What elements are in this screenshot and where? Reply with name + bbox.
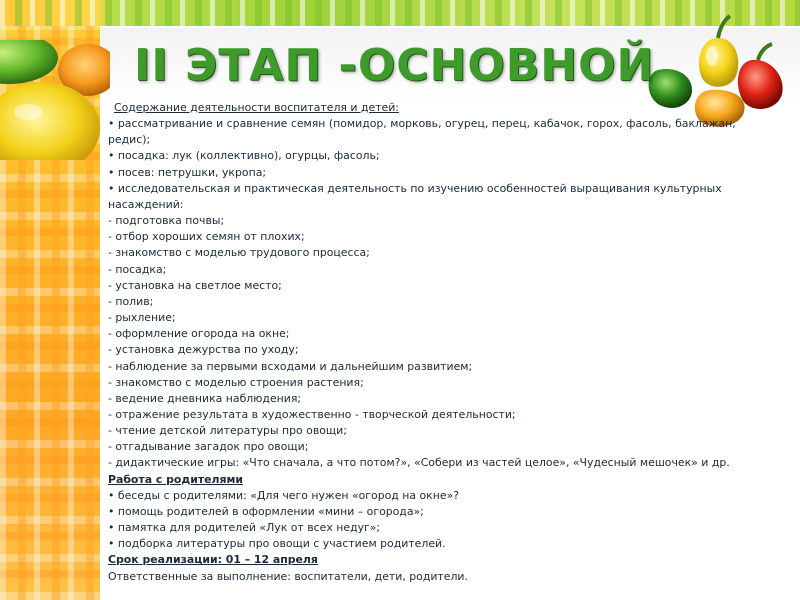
list-item: • помощь родителей в оформлении «мини – огорода»;	[108, 504, 424, 518]
list-item: - чтение детской литературы про овощи;	[108, 424, 347, 438]
list-item: - установка на светлое место;	[108, 278, 282, 292]
list-item: - подготовка почвы;	[108, 214, 225, 228]
deadline-text: Срок реализации: 01 – 12 апреля	[108, 553, 318, 567]
list-item: • исследовательская и практическая деятельность по изучению особенностей выращивания культурных насаждений:	[108, 181, 722, 211]
list-item: • посадка: лук (коллективно), огурцы, фасоль;	[108, 149, 380, 163]
list-item: - оформление огорода на окне;	[108, 327, 290, 341]
citrus-fruit-image	[0, 40, 110, 160]
list-item: - полив;	[108, 294, 154, 308]
content-text	[108, 100, 768, 585]
list-item: - дидактические игры: «Что сначала, а что потом?», «Собери из частей целое», «Чудесный мешочек» и др.	[108, 456, 730, 470]
list-item: - отбор хороших семян от плохих;	[108, 230, 305, 244]
list-item: - рыхление;	[108, 311, 176, 325]
list-item: - знакомство с моделью трудового процесса;	[108, 246, 370, 260]
list-item: • памятка для родителей «Лук от всех недуг»;	[108, 521, 381, 535]
list-item: - наблюдение за первыми всходами и дальнейшим развитием;	[108, 359, 473, 373]
list-item: - посадка;	[108, 262, 167, 276]
list-item: • рассматривание и сравнение семян (помидор, морковь, огурец, перец, кабачок, горох, фасоль, баклажан, редис);	[108, 117, 736, 147]
responsible-text: Ответственные за выполнение: воспитатели, дети, родители.	[108, 569, 468, 583]
list-item: - знакомство с моделью строения растения;	[108, 375, 364, 389]
list-item: - установка дежурства по уходу;	[108, 343, 299, 357]
list-item: • подборка литературы про овощи с участием родителей.	[108, 537, 446, 551]
parents-heading: Работа с родителями	[108, 472, 244, 486]
list-item: - отгадывание загадок про овощи;	[108, 440, 309, 454]
slide-title: II ЭТАП -ОСНОВНОЙ	[134, 40, 655, 91]
list-item: • посев: петрушки, укропа;	[108, 165, 267, 179]
list-item: • беседы с родителями: «Для чего нужен «огород на окне»?	[108, 488, 460, 502]
list-item: - ведение дневника наблюдения;	[108, 391, 302, 405]
section-heading: Содержание деятельности воспитателя и детей:	[114, 101, 399, 114]
list-item: - отражение результата в художественно - творческой деятельности;	[108, 407, 516, 421]
